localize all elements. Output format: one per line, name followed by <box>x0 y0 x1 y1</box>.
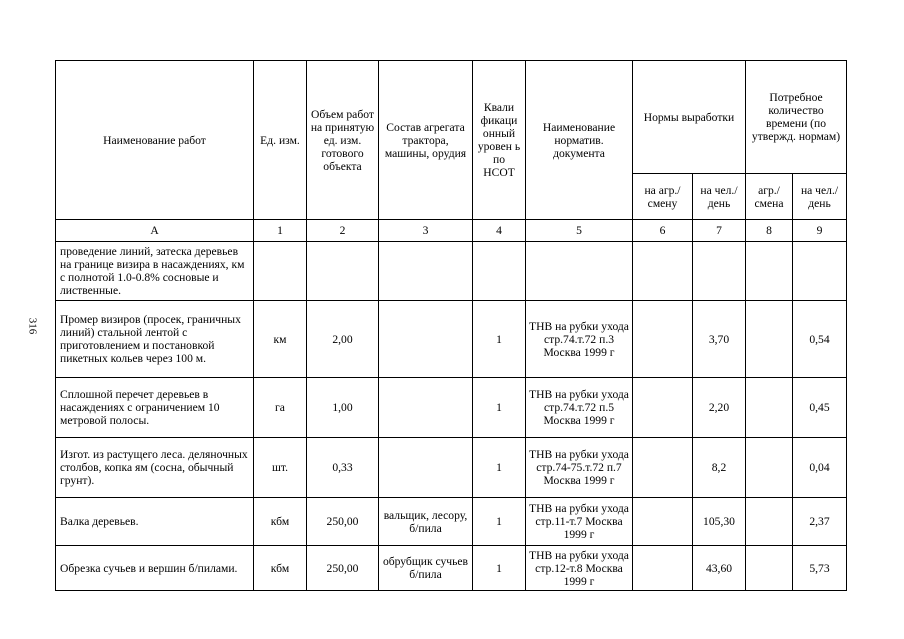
cell-qualification <box>473 242 526 301</box>
cell-qualification: 1 <box>473 378 526 438</box>
cell-unit: кбм <box>254 546 307 591</box>
header-unit: Ед. изм. <box>254 61 307 220</box>
cell-aggregate <box>379 242 473 301</box>
cell-qualification: 1 <box>473 301 526 378</box>
cell-unit: га <box>254 378 307 438</box>
table-row <box>56 546 847 591</box>
column-index: 9 <box>793 220 847 242</box>
table-row <box>56 498 847 546</box>
column-index: 4 <box>473 220 526 242</box>
header-output-per-agr: на агр./ смену <box>633 174 693 220</box>
table-row <box>56 301 847 378</box>
header-qualification: Квали фикаци онный уровен ь по НСОТ <box>473 61 526 220</box>
header-time-per-agr: агр./ смена <box>746 174 793 220</box>
header-required-time: Потребное количество времени (по утвержд. нормам) <box>746 61 847 174</box>
cell-normative-doc: ТНВ на рубки ухода стр.74.т.72 п.5 Москва 1999 г <box>526 378 633 438</box>
cell-output-person <box>693 242 746 301</box>
cell-time-agr <box>746 498 793 546</box>
cell-time-person: 5,73 <box>793 546 847 591</box>
cell-time-person <box>793 242 847 301</box>
table-row <box>56 438 847 498</box>
column-index: 1 <box>254 220 307 242</box>
cell-output-person: 43,60 <box>693 546 746 591</box>
cell-volume: 250,00 <box>307 498 379 546</box>
cell-output-person: 105,30 <box>693 498 746 546</box>
header-time-per-person: на чел./ день <box>793 174 847 220</box>
cell-unit: кбм <box>254 498 307 546</box>
cell-volume: 2,00 <box>307 301 379 378</box>
cell-work-name: Валка деревьев. <box>56 498 254 546</box>
column-index-row <box>56 220 847 242</box>
cell-work-name: Изгот. из растущего леса. деляночных столбов, копка ям (сосна, обычный грунт). <box>56 438 254 498</box>
cell-time-person: 0,04 <box>793 438 847 498</box>
cell-unit: км <box>254 301 307 378</box>
cell-volume: 250,00 <box>307 546 379 591</box>
table-row <box>56 378 847 438</box>
cell-output-person: 3,70 <box>693 301 746 378</box>
column-index: 8 <box>746 220 793 242</box>
cell-normative-doc: ТНВ на рубки ухода стр.11-т.7 Москва 1999 г <box>526 498 633 546</box>
cell-output-agr <box>633 438 693 498</box>
cell-aggregate <box>379 301 473 378</box>
cell-time-agr <box>746 546 793 591</box>
cell-time-person: 0,54 <box>793 301 847 378</box>
cell-unit: шт. <box>254 438 307 498</box>
column-index: 7 <box>693 220 746 242</box>
cell-time-agr <box>746 301 793 378</box>
cell-time-agr <box>746 242 793 301</box>
cell-aggregate <box>379 438 473 498</box>
cell-time-agr <box>746 438 793 498</box>
cell-work-name: Сплошной перечет деревьев в насаждениях с ограничением 10 метровой полосы. <box>56 378 254 438</box>
column-index: 2 <box>307 220 379 242</box>
cell-aggregate: вальщик, лесору, б/пила <box>379 498 473 546</box>
cell-time-agr <box>746 378 793 438</box>
cell-volume <box>307 242 379 301</box>
cell-unit <box>254 242 307 301</box>
cell-work-name: проведение линий, затеска деревьев на границе визира в насаждениях, км с полнотой 1.0-0.8% сосновые и лиственные. <box>56 242 254 301</box>
column-index: 5 <box>526 220 633 242</box>
cell-qualification: 1 <box>473 546 526 591</box>
cell-qualification: 1 <box>473 498 526 546</box>
cell-volume: 1,00 <box>307 378 379 438</box>
page-number: 316 <box>26 317 39 335</box>
cell-output-agr <box>633 242 693 301</box>
header-row <box>56 61 847 174</box>
cell-qualification: 1 <box>473 438 526 498</box>
work-norms-table <box>55 60 847 591</box>
cell-work-name: Промер визиров (просек, граничных линий) стальной лентой с приготовлением и постановкой пикетных кольев через 100 м. <box>56 301 254 378</box>
cell-output-agr <box>633 546 693 591</box>
cell-aggregate: обрубщик сучьев б/пила <box>379 546 473 591</box>
header-output-norms: Нормы выработки <box>633 61 746 174</box>
cell-aggregate <box>379 378 473 438</box>
cell-time-person: 2,37 <box>793 498 847 546</box>
cell-normative-doc: ТНВ на рубки ухода стр.74.т.72 п.3 Москва 1999 г <box>526 301 633 378</box>
cell-normative-doc <box>526 242 633 301</box>
cell-output-agr <box>633 301 693 378</box>
cell-output-person: 2,20 <box>693 378 746 438</box>
cell-work-name: Обрезка сучьев и вершин б/пилами. <box>56 546 254 591</box>
cell-normative-doc: ТНВ на рубки ухода стр.12-т.8 Москва 1999 г <box>526 546 633 591</box>
cell-output-agr <box>633 498 693 546</box>
header-volume: Объем работ на принятую ед. изм. готового объекта <box>307 61 379 220</box>
header-output-per-person: на чел./ день <box>693 174 746 220</box>
cell-output-person: 8,2 <box>693 438 746 498</box>
column-index: 3 <box>379 220 473 242</box>
header-aggregate: Состав агрегата трактора, машины, орудия <box>379 61 473 220</box>
header-normative-doc: Наименование норматив. документа <box>526 61 633 220</box>
cell-output-agr <box>633 378 693 438</box>
header-work-name: Наименование работ <box>56 61 254 220</box>
cell-normative-doc: ТНВ на рубки ухода стр.74-75.т.72 п.7 Москва 1999 г <box>526 438 633 498</box>
column-index: А <box>56 220 254 242</box>
column-index: 6 <box>633 220 693 242</box>
table-row <box>56 242 847 301</box>
cell-time-person: 0,45 <box>793 378 847 438</box>
cell-volume: 0,33 <box>307 438 379 498</box>
